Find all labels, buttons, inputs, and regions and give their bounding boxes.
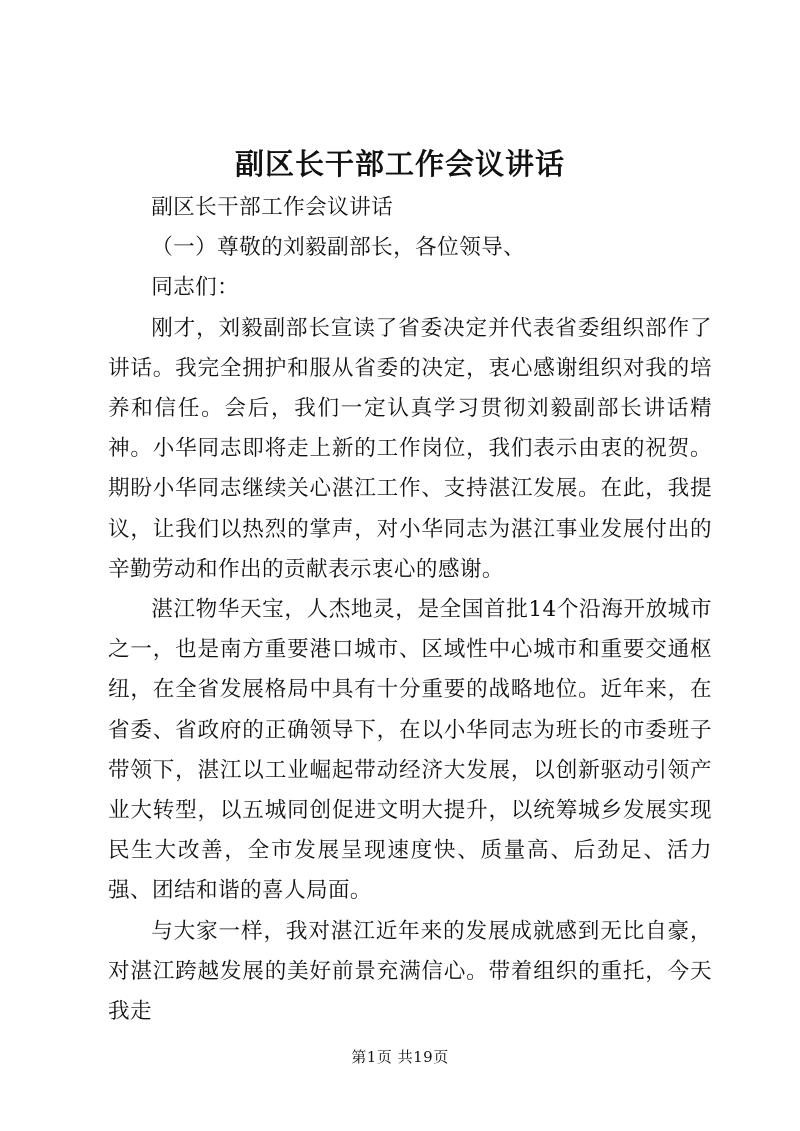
paragraph-subtitle: 副区长干部工作会议讲话 [151, 195, 394, 220]
page-number-footer: 第1页 共19页 [351, 1048, 449, 1066]
paragraph-greeting: 同志们： [151, 275, 240, 301]
paragraph-body-3: 与大家一样，我对湛江近年来的发展成就感到无比自豪，对湛江跨越发展的美好前景充满信心。带着组织的重托，今天我走 [108, 918, 712, 1025]
document-title: 副区长干部工作会议讲话 [234, 147, 565, 181]
document-body [108, 188, 712, 1032]
paragraph-body-1: 刚才，刘毅副部长宣读了省委决定并代表省委组织部作了讲话。我完全拥护和服从省委的决定，衷心感谢组织对我的培养和信任。会后，我们一定认真学习贯彻刘毅副部长讲话精神。小华同志即将走上新的工作岗位，我们表示由衷的祝贺。期盼小华同志继续关心湛江工作、支持湛江发展。在此，我提议，让我们以热烈的掌声，对小华同志为湛江事业发展付出的辛勤劳动和作出的贡献表示衷心的感谢。 [108, 315, 712, 582]
paragraph-salutation: （一）尊敬的刘毅副部长，各位领导、 [151, 235, 526, 261]
paragraph-body-2: 湛江物华天宝，人杰地灵，是全国首批14个沿海开放城市之一，也是南方重要港口城市、区域性中心城市和重要交通枢纽，在全省发展格局中具有十分重要的战略地位。近年来，在省委、省政府的正确领导下，在以小华同志为班长的市委班子带领下，湛江以工业崛起带动经济大发展，以创新驱动引领产业大转型，以五城同创促进文明大提升，以统筹城乡发展实现民生大改善，全市发展呈现速度快、质量高、后劲足、活力强、团结和谐的喜人局面。 [108, 597, 712, 904]
